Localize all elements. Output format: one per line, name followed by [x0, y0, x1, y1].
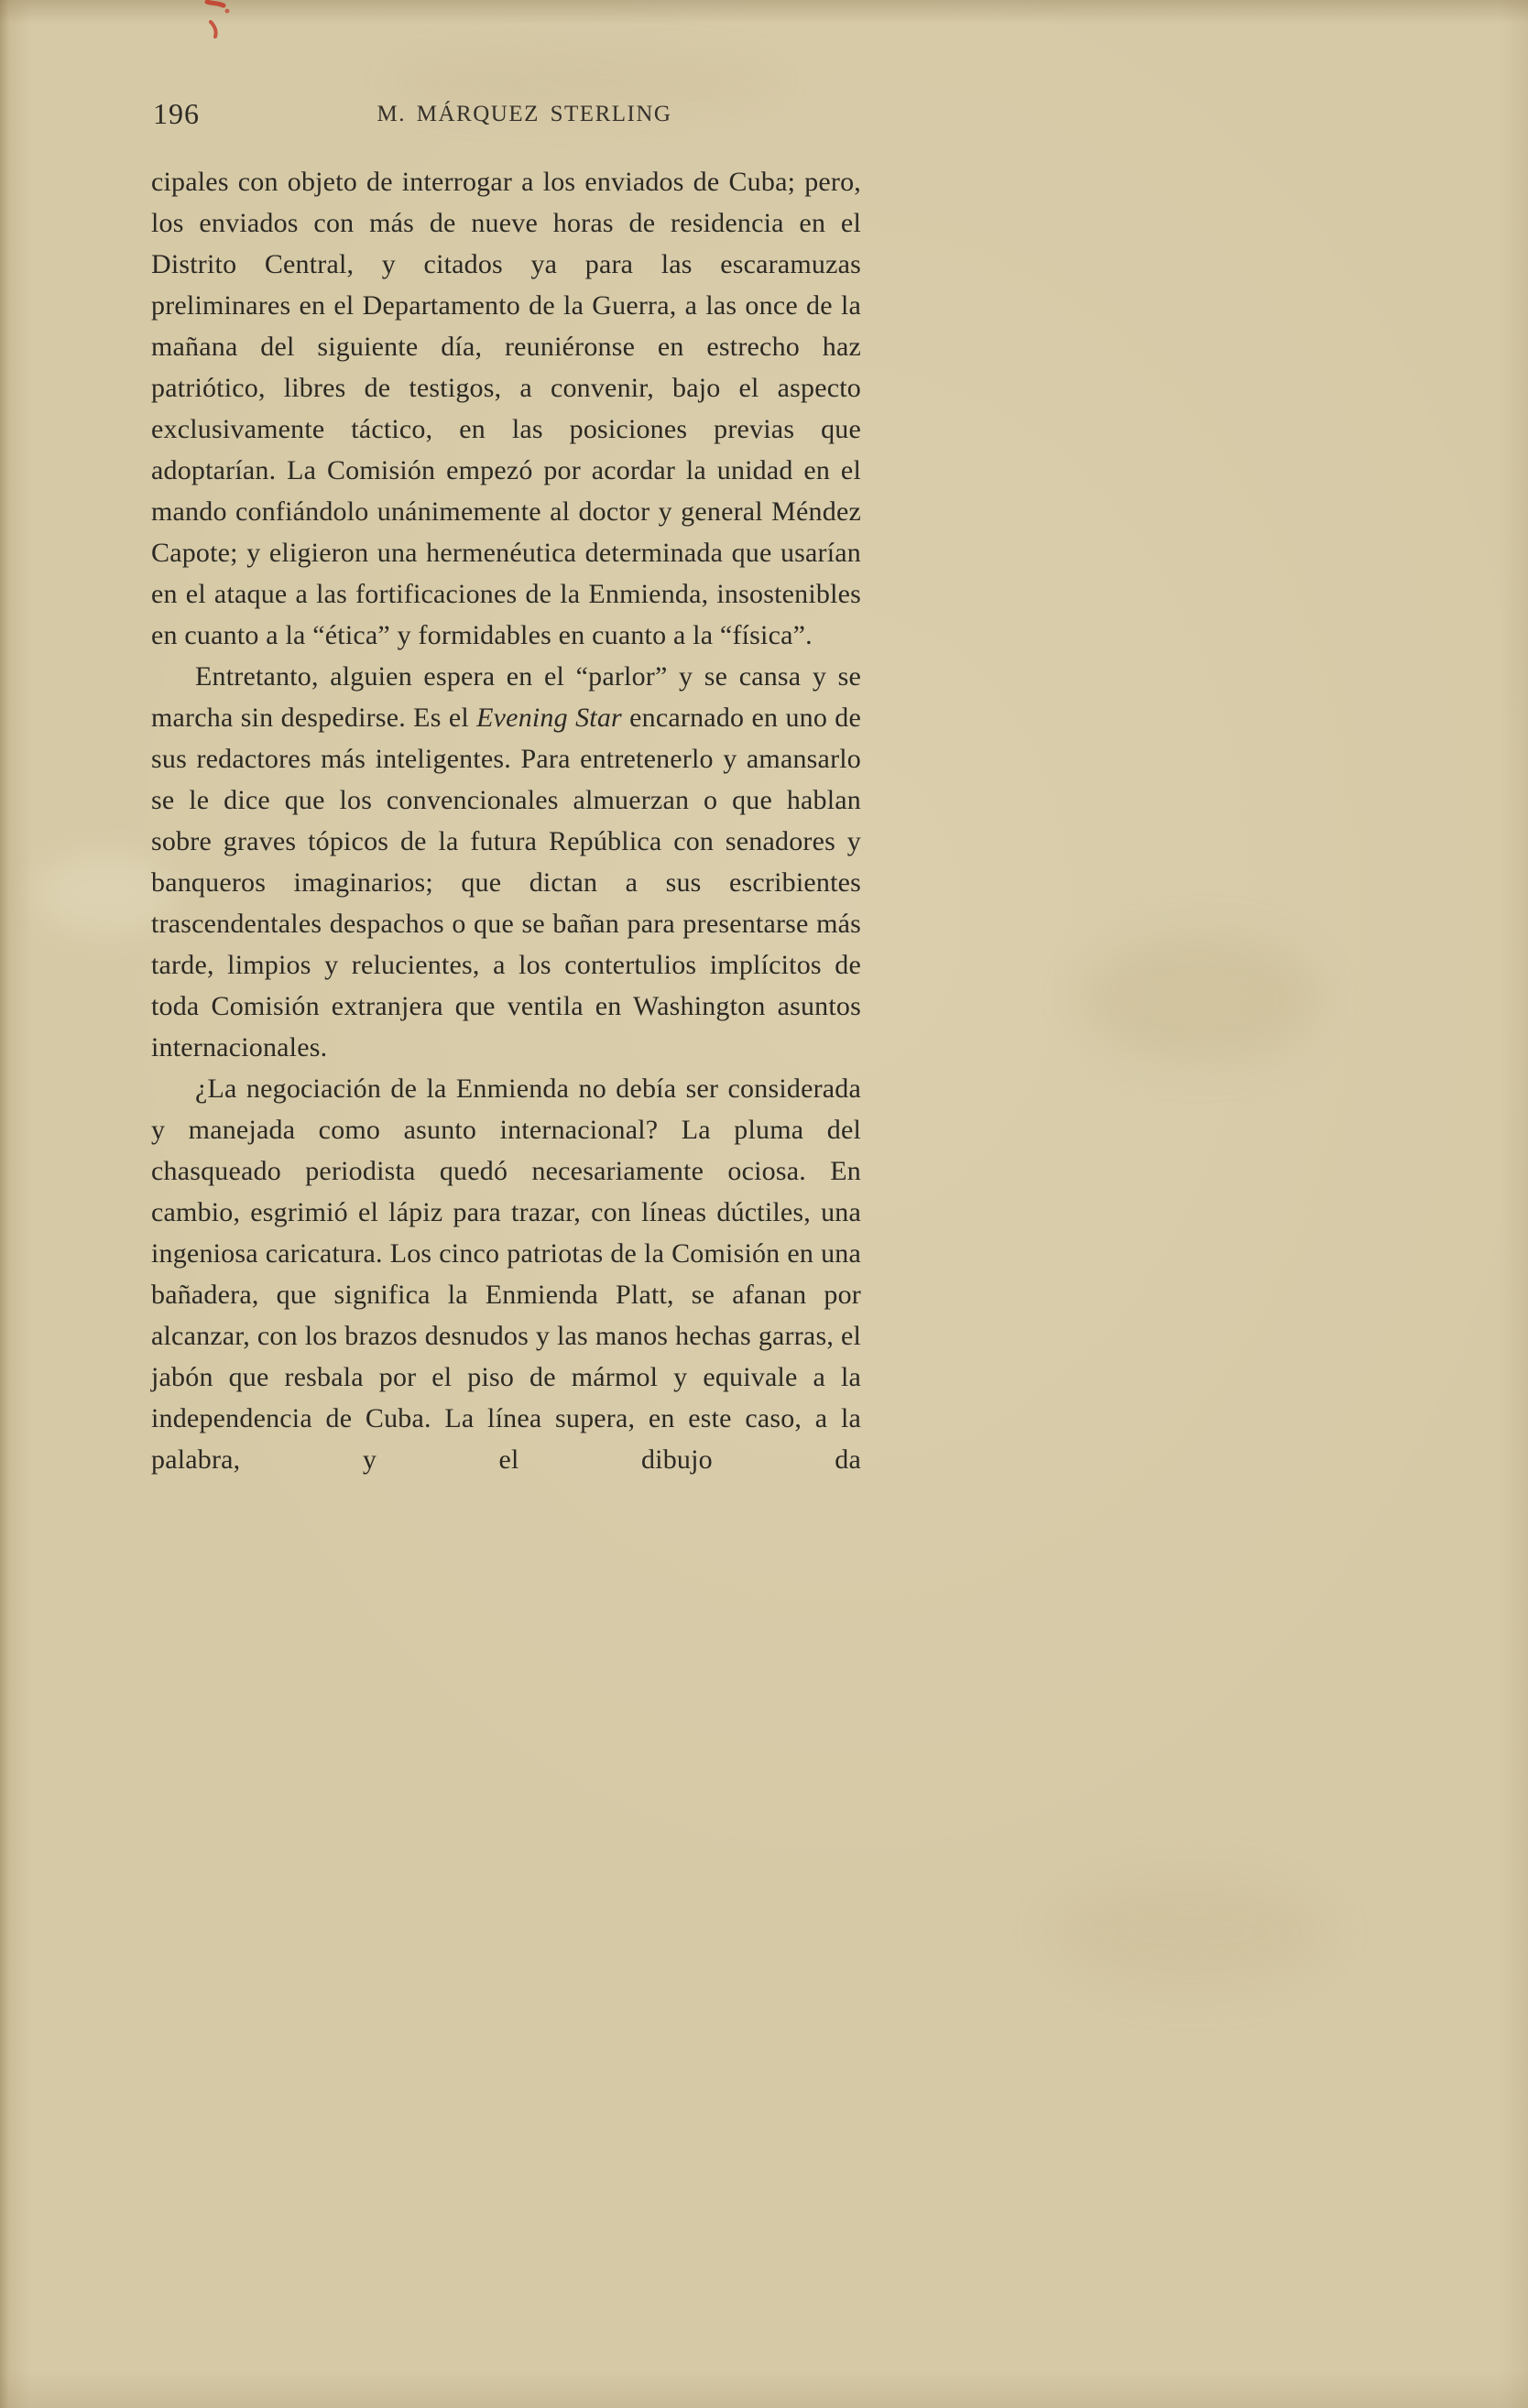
paragraph	[151, 161, 861, 656]
page-header	[151, 97, 861, 137]
running-header: M. MÁRQUEZ STERLING	[377, 102, 672, 126]
red-ink-mark	[180, 0, 253, 55]
page-number: 196	[153, 97, 200, 130]
paper-stain	[1053, 1878, 1328, 1988]
paragraph	[151, 656, 861, 1068]
paragraph	[151, 1068, 861, 1480]
text-segment: cipales con objeto de interrogar a los enviados de Cuba; pero, los enviados con más de nueve horas de residencia en el Distrito Central, y citados ya para las escaramuzas preliminares en el Departamento de la Guerra, a las once de la mañana del siguiente día, reuniéronse en estrecho haz patriótico, libres de testigos, a convenir, bajo el aspecto exclusivamente táctico, en las posiciones previas que adoptarían. La Comisión empezó por acordar la unidad en el mando confiándolo unánimemente al doctor y general Méndez Capote; y eligieron una hermenéutica determinada que usarían en el ataque a las fortificaciones de la Enmienda, insostenibles en cuanto a la “ética” y formidables en cuanto a la “física”.	[151, 167, 861, 650]
text-segment: encarnado en uno de sus redactores más inteligentes. Para entretenerlo y amansarlo se le dice que los convencionales almuerzan o que hablan sobre graves tópicos de la futura República con senadores y banqueros imaginarios; que dictan a sus escribientes trascendentales despachos o que se bañan para presentarse más tarde, limpios y relucientes, a los contertulios implícitos de toda Comisión extranjera que ventila en Washington asuntos internacionales.	[151, 703, 862, 1062]
paper-stain	[1081, 934, 1319, 1062]
text-segment: Entretanto, alguien espera en el “parlor” y se cansa y se marcha sin despedirse. Es el	[151, 661, 861, 733]
body-text	[151, 161, 861, 1480]
red-ink-mark-svg	[180, 0, 253, 55]
text-segment: ¿La negociación de la Enmienda no debía ser considerada y manejada como asunto internacional? La pluma del chasqueado periodista quedó necesariamente ociosa. En cambio, esgrimió el lápiz para trazar, con líneas dúctiles, una ingeniosa caricatura. Los cinco patriotas de la Comisión en una bañadera, que significa la Enmienda Platt, se afanan por alcanzar, con los brazos desnudos y las manos hechas garras, el jabón que resbala por el piso de mármol y equivale a la independencia de Cuba. La línea supera, en este caso, a la palabra, y el dibujo da	[151, 1073, 861, 1475]
italic-text-segment: Evening Star	[476, 703, 622, 733]
